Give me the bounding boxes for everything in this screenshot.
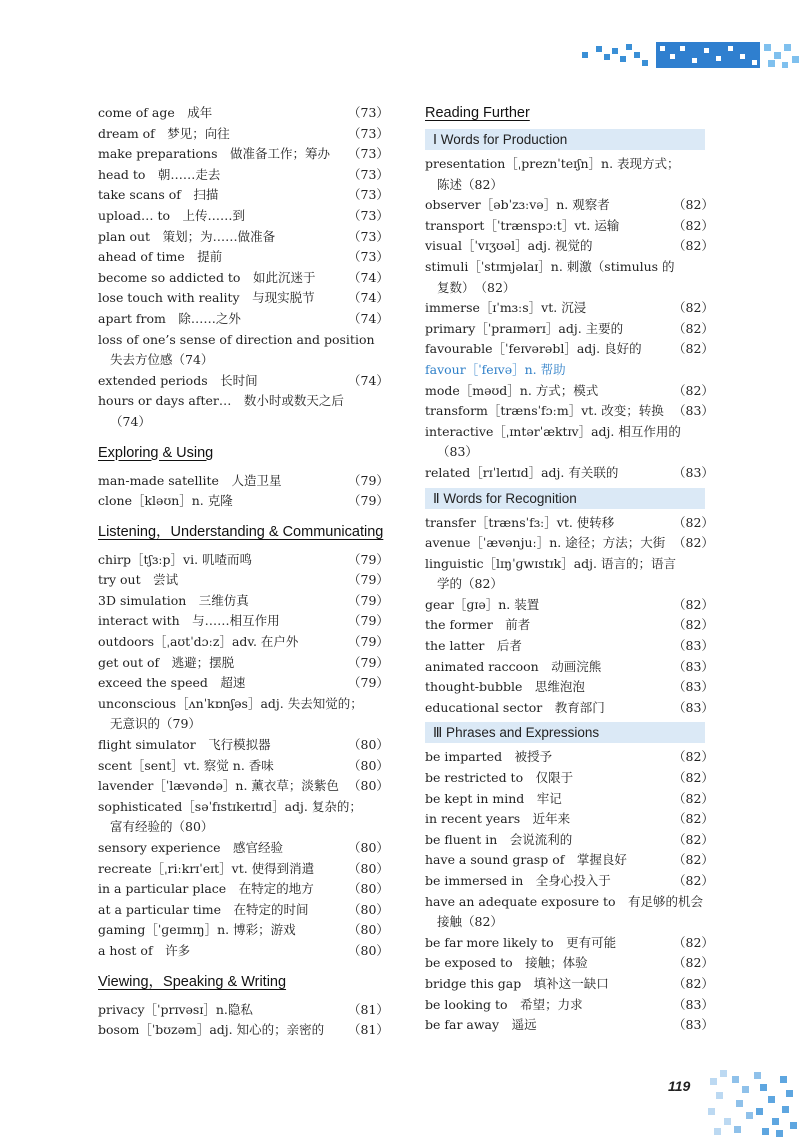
vocab-entry-text: gear［ɡɪə］n. 装置 bbox=[425, 596, 540, 612]
vocab-entry bbox=[98, 330, 384, 371]
vocab-entry-page-ref: （82） bbox=[673, 811, 714, 827]
vocab-entry-page-ref: （80） bbox=[348, 922, 389, 938]
vocab-entry bbox=[425, 933, 714, 954]
vocab-entry bbox=[98, 900, 389, 921]
vocab-entry bbox=[425, 595, 714, 616]
vocab-entry-page-ref: （73） bbox=[348, 249, 389, 265]
vocab-entry bbox=[98, 371, 389, 392]
vocab-entry-text: recreate［ˌriːkrɪˈeɪt］vt. 使得到消遣 bbox=[98, 860, 315, 876]
vocab-entry-text: become so addicted to 如此沉迷于 bbox=[98, 269, 316, 285]
left-column bbox=[98, 103, 389, 1041]
vocab-entry-page-ref: （83） bbox=[673, 638, 714, 654]
vocab-entry-page-ref: （82） bbox=[673, 770, 714, 786]
vocab-entry bbox=[425, 554, 709, 595]
vocab-entry bbox=[98, 1020, 389, 1041]
vocab-entry-text: take scans of 扫描 bbox=[98, 187, 219, 203]
vocab-entry-page-ref: （79） bbox=[348, 675, 389, 691]
vocab-entry bbox=[425, 154, 709, 195]
vocab-entry-page-ref: （82） bbox=[673, 300, 714, 316]
vocab-entry-page-ref: （81） bbox=[348, 1001, 389, 1017]
vocab-entry bbox=[425, 1015, 714, 1036]
vocab-entry-page-ref: （83） bbox=[437, 444, 478, 460]
vocab-entry-text: transport［ˈtrænspɔːt］vt. 运输 bbox=[425, 217, 620, 233]
vocab-entry bbox=[425, 698, 714, 719]
vocab-entry-continuation: 失去方位感 bbox=[110, 352, 173, 368]
vocab-entry bbox=[425, 677, 714, 698]
vocab-entry bbox=[98, 632, 389, 653]
vocab-entry-text: a host of 许多 bbox=[98, 942, 191, 958]
vocab-list-section-4 bbox=[98, 1000, 389, 1041]
vocab-entry-page-ref: （83） bbox=[673, 464, 714, 480]
vocab-entry-page-ref: （73） bbox=[348, 228, 389, 244]
vocab-entry-text: be fluent in 会说流利的 bbox=[425, 831, 573, 847]
section-heading-reading-further: Reading Further bbox=[425, 105, 530, 121]
vocab-entry bbox=[425, 216, 714, 237]
vocab-entry bbox=[98, 838, 389, 859]
vocab-entry bbox=[98, 124, 389, 145]
vocab-entry-text: privacy［ˈprɪvəsɪ］n.隐私 bbox=[98, 1001, 253, 1017]
vocab-entry-page-ref: （79） bbox=[348, 634, 389, 650]
vocab-entry bbox=[98, 309, 389, 330]
vocab-entry-text: be restricted to 仅限于 bbox=[425, 770, 574, 786]
vocab-entry-page-ref: （79） bbox=[348, 493, 389, 509]
top-right-mosaic bbox=[560, 40, 800, 70]
vocab-entry bbox=[98, 735, 389, 756]
vocab-entry-text: favour［ˈfeɪvə］n. 帮助 bbox=[425, 361, 566, 377]
vocab-entry-text: have a sound grasp of 掌握良好 bbox=[425, 852, 627, 868]
vocab-entry-text: transform［trænsˈfɔːm］vt. 改变；转换 bbox=[425, 403, 664, 419]
vocab-entry bbox=[425, 768, 714, 789]
vocab-entry-text: have an adequate exposure to 有足够的机会 bbox=[425, 893, 703, 909]
vocab-entry bbox=[425, 615, 714, 636]
vocab-entry-continuation: 学的 bbox=[437, 576, 463, 592]
vocab-entry-text: loss of one’s sense of direction and position bbox=[98, 331, 375, 347]
vocab-list-production bbox=[425, 154, 714, 484]
vocab-entry-text: bosom［ˈbʊzəm］adj. 知心的；亲密的 bbox=[98, 1022, 325, 1038]
bottom-right-mosaic bbox=[706, 1068, 800, 1138]
vocab-entry-continuation: 无意识的 bbox=[110, 716, 161, 732]
vocab-list-recognition bbox=[425, 513, 714, 719]
vocab-entry-text: visual［ˈvɪʒʊəl］adj. 视觉的 bbox=[425, 238, 593, 254]
vocab-entry bbox=[98, 1000, 389, 1021]
vocab-entry bbox=[425, 871, 714, 892]
vocab-entry bbox=[98, 694, 384, 735]
vocab-entry-text: sensory experience 感官经验 bbox=[98, 840, 283, 855]
vocab-entry bbox=[98, 941, 389, 962]
vocab-entry bbox=[425, 830, 714, 851]
vocab-entry-text: exceed the speed 超速 bbox=[98, 675, 246, 691]
vocab-entry-page-ref: （74） bbox=[110, 413, 151, 429]
vocab-entry-page-ref: （83） bbox=[673, 679, 714, 695]
vocab-entry-page-ref: （83） bbox=[673, 403, 714, 419]
vocab-entry bbox=[425, 533, 714, 554]
vocab-entry bbox=[425, 339, 714, 360]
vocab-entry-text: favourable［ˈfeɪvərəbl］adj. 良好的 bbox=[425, 341, 642, 357]
vocab-entry bbox=[425, 953, 714, 974]
vocab-entry bbox=[425, 463, 714, 484]
vocab-entry-text: head to 朝……走去 bbox=[98, 166, 221, 182]
vocab-entry bbox=[98, 756, 389, 777]
subheading-words-for-production: Ⅰ Words for Production bbox=[425, 129, 705, 150]
vocab-entry-page-ref: （82） bbox=[673, 617, 714, 633]
vocab-entry-text: be imparted 被授予 bbox=[425, 749, 553, 765]
vocab-entry-page-ref: （81） bbox=[348, 1022, 389, 1038]
vocab-entry-text: ahead of time 提前 bbox=[98, 249, 223, 265]
vocab-entry-text: immerse［ɪˈmɜːs］vt. 沉浸 bbox=[425, 300, 587, 316]
vocab-entry bbox=[425, 974, 714, 995]
vocab-entry-page-ref: （82） bbox=[673, 749, 714, 765]
vocab-entry bbox=[425, 422, 709, 463]
vocab-entry-page-ref: （82） bbox=[673, 514, 714, 530]
vocab-entry bbox=[98, 550, 389, 571]
vocab-entry-text: lose touch with reality 与现实脱节 bbox=[98, 290, 315, 306]
vocab-entry bbox=[98, 103, 389, 124]
vocab-entry bbox=[98, 653, 389, 674]
vocab-entry-text: bridge this gap 填补这一缺口 bbox=[425, 975, 609, 991]
vocab-entry-text: sophisticated［səˈfɪstɪkeɪtɪd］adj. 复杂的； bbox=[98, 798, 362, 814]
vocab-entry-page-ref: （79） bbox=[348, 472, 389, 488]
vocab-entry-page-ref: （83） bbox=[673, 1017, 714, 1033]
vocab-entry-text: flight simulator 飞行模拟器 bbox=[98, 737, 271, 753]
vocab-entry bbox=[425, 892, 709, 933]
vocab-entry-page-ref: （82） bbox=[673, 320, 714, 336]
vocab-entry bbox=[98, 491, 389, 512]
vocab-entry bbox=[98, 227, 389, 248]
vocab-entry-page-ref: （73） bbox=[348, 125, 389, 141]
vocab-list-section-1 bbox=[98, 103, 389, 433]
vocab-entry-text: observer［əbˈzɜːvə］n. 观察者 bbox=[425, 197, 610, 213]
vocab-entry-page-ref: （79） bbox=[348, 654, 389, 670]
vocab-entry bbox=[98, 879, 389, 900]
vocab-entry-text: interactive［ˌɪntərˈæktɪv］adj. 相互作用的 bbox=[425, 423, 681, 439]
vocab-entry-page-ref: （73） bbox=[348, 207, 389, 223]
vocab-entry bbox=[98, 268, 389, 289]
vocab-entry-page-ref: （82） bbox=[673, 934, 714, 950]
vocab-entry bbox=[98, 776, 389, 797]
vocab-entry-text: 3D simulation 三维仿真 bbox=[98, 592, 249, 608]
subheading-words-for-recognition: Ⅱ Words for Recognition bbox=[425, 488, 705, 509]
vocab-entry bbox=[425, 636, 714, 657]
vocab-entry-text: chirp［tʃɜːp］vi. 叽喳而鸣 bbox=[98, 551, 253, 567]
vocab-entry bbox=[98, 570, 389, 591]
vocab-entry-page-ref: （80） bbox=[348, 942, 389, 958]
vocab-entry bbox=[425, 195, 714, 216]
vocab-entry bbox=[425, 257, 709, 298]
vocab-list-phrases bbox=[425, 747, 714, 1035]
vocab-entry-text: be exposed to 接触；体验 bbox=[425, 955, 588, 971]
vocab-entry-page-ref: （79） bbox=[160, 716, 201, 732]
vocab-entry bbox=[98, 391, 384, 432]
vocab-entry-page-ref: （79） bbox=[348, 551, 389, 567]
vocab-entry-page-ref: （73） bbox=[348, 146, 389, 162]
section-heading-exploring-using: Exploring & Using bbox=[98, 444, 214, 461]
vocab-entry-continuation: 接触 bbox=[437, 914, 463, 930]
vocab-entry bbox=[425, 809, 714, 830]
vocab-entry-text: unconscious［ʌnˈkɒnʃəs］adj. 失去知觉的； bbox=[98, 695, 363, 711]
vocab-entry bbox=[425, 513, 714, 534]
vocab-entry-text: in recent years 近年来 bbox=[425, 811, 571, 827]
vocab-entry bbox=[425, 236, 714, 257]
vocab-entry-text: interact with 与……相互作用 bbox=[98, 613, 280, 629]
vocab-entry-page-ref: （79） bbox=[348, 572, 389, 588]
vocab-entry-text: the latter 后者 bbox=[425, 638, 522, 654]
vocab-entry-page-ref: （82） bbox=[673, 238, 714, 254]
vocab-entry bbox=[98, 797, 384, 838]
vocab-entry-page-ref: （82） bbox=[673, 596, 714, 612]
vocab-entry bbox=[98, 673, 389, 694]
vocab-entry-text: be far more likely to 更有可能 bbox=[425, 934, 617, 950]
vocab-entry-page-ref: （82） bbox=[673, 535, 714, 551]
section-heading-viewing: Viewing，Speaking & Writing bbox=[98, 973, 287, 990]
vocab-entry-page-ref: （74） bbox=[172, 352, 214, 368]
vocab-entry bbox=[98, 206, 389, 227]
vocab-entry bbox=[425, 319, 714, 340]
vocab-entry bbox=[98, 165, 389, 186]
vocab-entry-text: lavender［ˈlævəndə］n. 薰衣草；淡紫色 bbox=[98, 778, 339, 794]
vocab-entry bbox=[425, 298, 714, 319]
vocab-entry-text: thought-bubble 思维泡泡 bbox=[425, 679, 585, 695]
vocab-entry-text: hours or days after… 数小时或数天之后 bbox=[98, 393, 344, 409]
vocab-entry bbox=[425, 657, 714, 678]
vocab-entry-text: linguistic［lɪŋˈɡwɪstɪk］adj. 语言的；语言 bbox=[425, 555, 677, 571]
vocab-entry-text: stimuli［ˈstɪmjəlaɪ］n. 刺激（stimulus 的 bbox=[425, 258, 675, 274]
vocab-entry bbox=[98, 288, 389, 309]
vocab-entry-page-ref: （73） bbox=[348, 187, 389, 203]
vocab-entry-page-ref: （74） bbox=[348, 310, 389, 326]
vocab-entry-text: come of age 成年 bbox=[98, 105, 213, 120]
vocab-entry-text: scent［sent］vt. 察觉 n. 香味 bbox=[98, 757, 274, 773]
vocab-entry bbox=[98, 859, 389, 880]
vocab-entry bbox=[98, 591, 389, 612]
vocab-entry-text: man-made satellite 人造卫星 bbox=[98, 472, 282, 488]
vocab-entry-page-ref: （80） bbox=[348, 737, 389, 753]
vocab-entry-text: extended periods 长时间 bbox=[98, 372, 258, 388]
vocab-entry bbox=[98, 611, 389, 632]
vocab-entry-page-ref: （80） bbox=[348, 840, 389, 855]
vocab-entry bbox=[425, 401, 714, 422]
vocab-entry-page-ref: （80） bbox=[348, 901, 389, 917]
vocab-entry-text: outdoors［ˌaʊtˈdɔːz］adv. 在户外 bbox=[98, 634, 299, 650]
vocab-entry-text: be kept in mind 牢记 bbox=[425, 790, 562, 806]
vocab-entry-page-ref: （74） bbox=[348, 372, 389, 388]
vocab-entry bbox=[98, 247, 389, 268]
vocab-entry-text: make preparations 做准备工作；筹办 bbox=[98, 146, 331, 162]
vocab-entry-page-ref: （73） bbox=[348, 105, 389, 120]
vocab-entry-page-ref: （80） bbox=[172, 819, 214, 835]
vocab-entry-page-ref: （80） bbox=[348, 860, 389, 876]
vocab-entry bbox=[98, 185, 389, 206]
vocab-entry-page-ref: （80） bbox=[348, 757, 389, 773]
vocab-entry-page-ref: （83） bbox=[673, 996, 714, 1012]
vocab-entry-page-ref: （79） bbox=[348, 592, 389, 608]
vocab-entry-text: upload… to 上传……到 bbox=[98, 207, 246, 223]
vocab-entry-text: plan out 策划；为……做准备 bbox=[98, 228, 276, 244]
vocab-entry-page-ref: （82） bbox=[673, 852, 714, 868]
vocab-entry-text: try out 尝试 bbox=[98, 572, 179, 588]
vocab-entry-page-ref: （82） bbox=[673, 975, 714, 991]
vocab-entry-text: presentation［ˌpreznˈteɪʃn］n. 表现方式； bbox=[425, 156, 680, 171]
vocab-entry-page-ref: （82） bbox=[673, 217, 714, 233]
vocab-entry-page-ref: （82） bbox=[673, 831, 714, 847]
vocab-entry-text: be far away 遥远 bbox=[425, 1017, 537, 1033]
page-number: 119 bbox=[668, 1078, 691, 1094]
vocab-entry-text: apart from 除……之外 bbox=[98, 310, 241, 326]
vocab-entry-continuation: 陈述 bbox=[437, 176, 463, 192]
vocab-entry bbox=[425, 381, 714, 402]
vocab-entry-page-ref: （80） bbox=[348, 881, 389, 897]
vocab-entry-continuation: 富有经验的 bbox=[110, 819, 173, 835]
vocab-entry-text: the former 前者 bbox=[425, 617, 531, 633]
vocab-entry-text: clone［kləʊn］n. 克隆 bbox=[98, 493, 233, 509]
vocab-entry-text: in a particular place 在特定的地方 bbox=[98, 881, 314, 897]
vocab-entry-text: gaming［ˈɡeɪmɪŋ］n. 博彩；游戏 bbox=[98, 922, 296, 938]
vocab-entry-page-ref: （82） bbox=[673, 873, 714, 888]
vocab-entry-text: be looking to 希望；力求 bbox=[425, 996, 583, 1012]
vocab-list-section-3 bbox=[98, 550, 389, 962]
vocab-entry-continuation: 复数） bbox=[437, 279, 475, 295]
vocab-entry-text: primary［ˈpraɪmərɪ］adj. 主要的 bbox=[425, 320, 624, 336]
vocab-entry-page-ref: （82） bbox=[673, 382, 714, 398]
vocab-entry-page-ref: （82） bbox=[462, 176, 503, 192]
vocab-entry-page-ref: （79） bbox=[348, 613, 389, 629]
vocab-entry-page-ref: （83） bbox=[673, 658, 714, 674]
vocab-entry bbox=[98, 144, 389, 165]
vocab-entry-text: avenue［ˈævənjuː］n. 途径；方法；大街 bbox=[425, 535, 666, 551]
vocab-entry bbox=[98, 471, 389, 492]
right-column bbox=[425, 103, 714, 1036]
vocab-entry-page-ref: （82） bbox=[462, 914, 503, 930]
vocab-entry bbox=[425, 360, 709, 381]
vocab-entry-text: mode［məʊd］n. 方式；模式 bbox=[425, 382, 599, 398]
vocab-entry-page-ref: （73） bbox=[348, 166, 389, 182]
vocab-entry bbox=[425, 747, 714, 768]
vocab-entry-text: dream of 梦见；向往 bbox=[98, 125, 230, 141]
vocab-entry bbox=[425, 789, 714, 810]
subheading-phrases-and-expressions: Ⅲ Phrases and Expressions bbox=[425, 722, 705, 743]
vocab-entry-text: at a particular time 在特定的时间 bbox=[98, 901, 309, 917]
vocab-entry-text: related［rɪˈleɪtɪd］adj. 有关联的 bbox=[425, 464, 619, 480]
vocab-entry-page-ref: （82） bbox=[673, 197, 714, 213]
vocab-entry-text: get out of 逃避；摆脱 bbox=[98, 654, 235, 670]
section-heading-listening: Listening，Understanding & Communicating bbox=[98, 523, 384, 540]
vocab-entry-page-ref: （82） bbox=[673, 955, 714, 971]
vocab-entry-page-ref: （74） bbox=[348, 269, 389, 285]
vocab-entry-text: animated raccoon 动画浣熊 bbox=[425, 658, 602, 674]
vocab-entry-text: educational sector 教育部门 bbox=[425, 699, 605, 715]
vocab-entry bbox=[425, 850, 714, 871]
vocab-entry-page-ref: （82） bbox=[673, 341, 714, 357]
vocab-entry-page-ref: （82） bbox=[673, 790, 714, 806]
vocab-entry-page-ref: （80） bbox=[348, 778, 389, 794]
vocab-entry-page-ref: （83） bbox=[673, 699, 714, 715]
vocab-entry-page-ref: （82） bbox=[462, 576, 503, 592]
vocab-entry-page-ref: （74） bbox=[348, 290, 389, 306]
vocab-entry-text: transfer［trænsˈfɜː］vt. 使转移 bbox=[425, 514, 615, 530]
vocab-list-section-2 bbox=[98, 471, 389, 512]
vocab-entry-text: be immersed in 全身心投入于 bbox=[425, 873, 611, 888]
vocab-entry-page-ref: （82） bbox=[474, 279, 516, 295]
vocab-entry bbox=[425, 995, 714, 1016]
vocab-entry bbox=[98, 920, 389, 941]
